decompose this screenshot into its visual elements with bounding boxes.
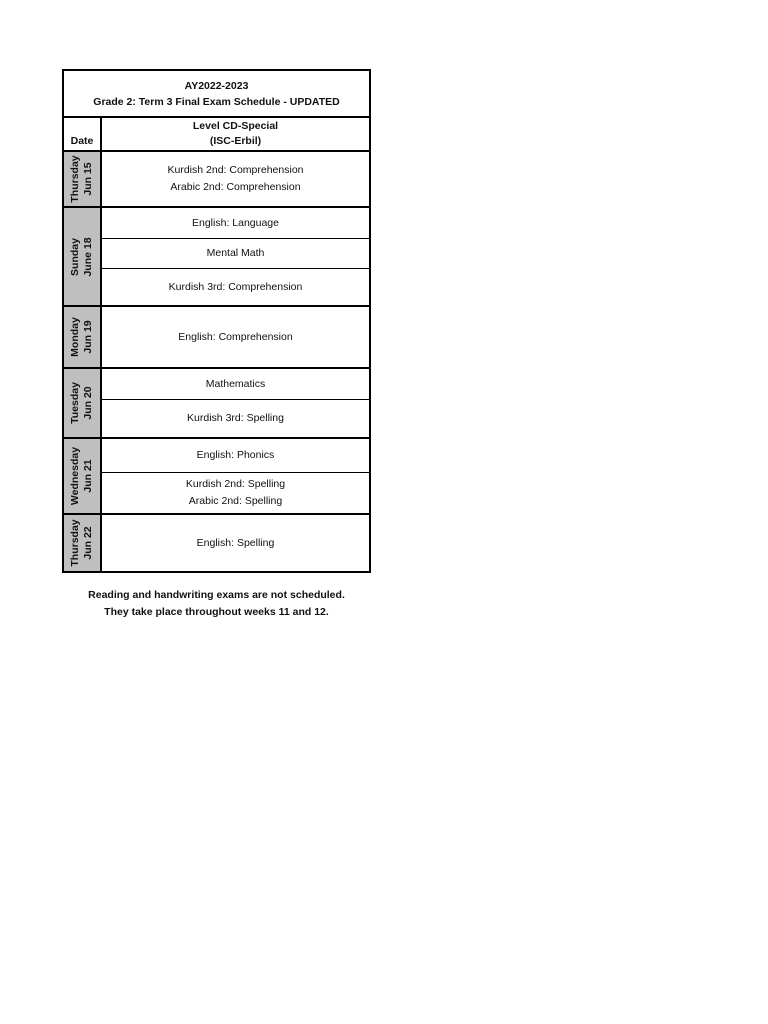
exam-schedule-table	[62, 69, 371, 573]
exam-subject: Kurdish 3rd: Spelling	[187, 412, 284, 424]
exam-subject: Mental Math	[206, 247, 265, 259]
day-label	[64, 439, 102, 515]
exam-subject: Mathematics	[205, 377, 266, 390]
exam-subject: Arabic 2nd: Spelling	[188, 495, 283, 507]
day-label	[64, 307, 102, 369]
weekday: Sunday	[69, 237, 81, 276]
note-line: They take place throughout weeks 11 and 12.	[104, 606, 329, 618]
weekday: Tuesday	[69, 382, 81, 424]
day-label	[64, 369, 102, 439]
exam-cell	[102, 473, 369, 515]
academic-year: AY2022-2023	[184, 79, 249, 92]
exam-cell	[102, 515, 369, 571]
day-date: June 18	[82, 236, 94, 277]
weekday: Thursday	[69, 519, 81, 567]
exam-cell	[102, 269, 369, 307]
day-label	[64, 515, 102, 571]
level-campus: (ISC-Erbil)	[209, 135, 262, 147]
day-label	[64, 152, 102, 208]
exam-subject: English: Spelling	[196, 536, 275, 549]
date-column-header: Date	[64, 118, 102, 152]
day-date: Jun 22	[82, 526, 94, 560]
exam-cell	[102, 307, 369, 369]
exam-cell	[102, 439, 369, 473]
exam-subject: Kurdish 2nd: Comprehension	[167, 164, 304, 176]
day-label	[64, 208, 102, 307]
schedule-title	[64, 71, 369, 118]
weekday: Thursday	[69, 155, 81, 203]
note-line: Reading and handwriting exams are not scheduled.	[88, 589, 345, 601]
exam-cell	[102, 152, 369, 208]
exam-subject: Kurdish 2nd: Spelling	[185, 478, 286, 490]
weekday: Wednesday	[69, 446, 81, 506]
exam-subject: English: Phonics	[196, 449, 275, 461]
schedule-heading: Grade 2: Term 3 Final Exam Schedule - UPDATED	[93, 95, 340, 108]
exam-cell	[102, 400, 369, 439]
exam-cell	[102, 208, 369, 239]
schedule-note	[62, 587, 371, 621]
level-name: Level CD-Special	[192, 120, 279, 132]
exam-subject: Kurdish 3rd: Comprehension	[168, 280, 303, 293]
exam-cell	[102, 369, 369, 400]
exam-subject: English: Language	[192, 216, 279, 229]
day-date: Jun 20	[82, 386, 94, 420]
day-date: Jun 21	[82, 459, 94, 493]
weekday: Monday	[69, 317, 81, 357]
exam-cell	[102, 239, 369, 269]
day-date: Jun 19	[82, 320, 94, 354]
level-column-header	[102, 118, 369, 152]
day-date: Jun 15	[82, 162, 94, 196]
exam-subject: English: Comprehension	[178, 330, 293, 343]
exam-subject: Arabic 2nd: Comprehension	[170, 181, 301, 193]
